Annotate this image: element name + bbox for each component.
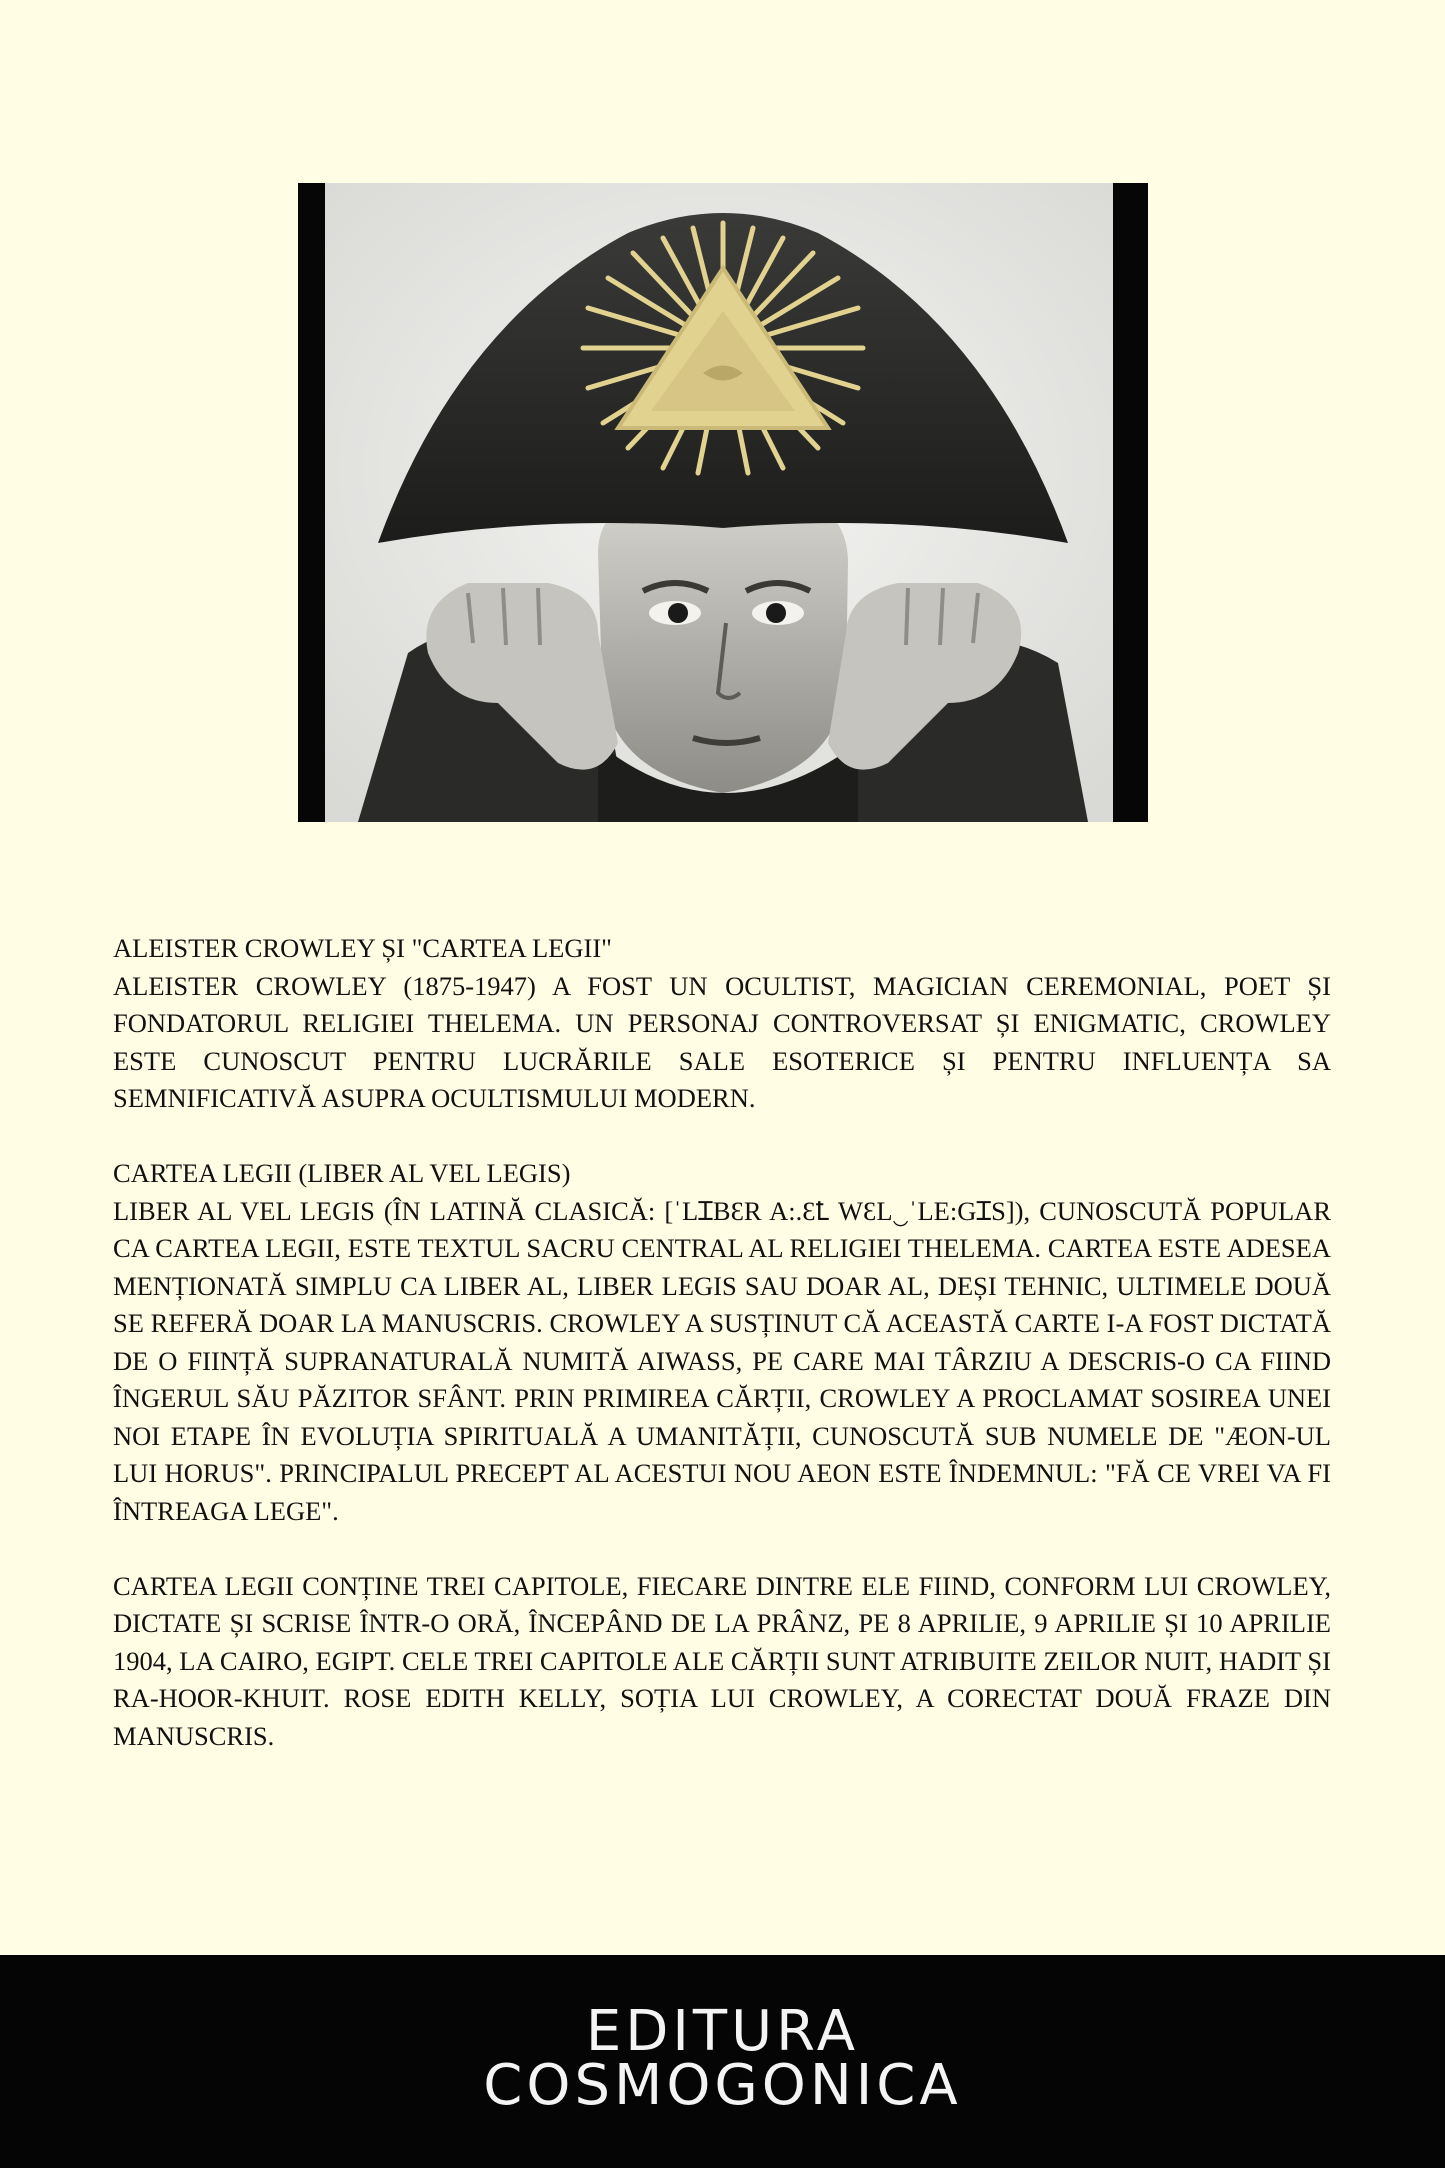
- section-heading: CARTEA LEGII (LIBER AL VEL LEGIS): [113, 1158, 571, 1188]
- section-crowley: [113, 930, 1331, 1118]
- section-chapters: [113, 1568, 1331, 1756]
- section-body: CARTEA LEGII CONȚINE TREI CAPITOLE, FIECARE DINTRE ELE FIIND, CONFORM LUI CROWLEY, DICTATE ȘI SCRISE ÎNTR-O ORĂ, ÎNCEPÂND DE LA PRÂNZ, PE 8 APRILIE, 9 APRILIE ȘI 10 APRILIE 1904, LA CAIRO, EGIPT. CELE TREI CAPITOLE ALE CĂRȚII SUNT ATRIBUITE ZEILOR NUIT, HADIT ȘI RA-HOOR-KHUIT. ROSE EDITH KELLY, SOȚIA LUI CROWLEY, A CORECTAT DOUĂ FRAZE DIN MANUSCRIS.: [113, 1570, 1331, 1751]
- author-photo: [298, 183, 1148, 822]
- section-body: LIBER AL VEL LEGIS (ÎN LATINĂ CLASICĂ: [ˈLꞮBƐR A:.ƐꝈ WƐL‿ˈLE:GꞮS]), CUNOSCUTĂ POPULAR CA CARTEA LEGII, ESTE TEXTUL SACRU CENTRAL AL RELIGIEI THELEMA. CARTEA ESTE ADESEA MENȚIONATĂ SIMPLU CA LIBER AL, LIBER LEGIS SAU DOAR AL, DEȘI TEHNIC, ULTIMELE DOUĂ SE REFERĂ DOAR LA MANUSCRIS. CROWLEY A SUSȚINUT CĂ ACEASTĂ CARTE I-A FOST DICTATĂ DE O FIINȚĂ SUPRANATURALĂ NUMITĂ AIWASS, PE CARE MAI TÂRZIU A DESCRIS-O CA FIIND ÎNGERUL SĂU PĂZITOR SFÂNT. PRIN PRIMIREA CĂRȚII, CROWLEY A PROCLAMAT SOSIREA UNEI NOI ETAPE ÎN EVOLUȚIA SPIRITUALĂ A UMANITĂȚII, CUNOSCUTĂ SUB NUMELE DE "ÆON-UL LUI HORUS". PRINCIPALUL PRECEPT AL ACESTUI NOU AEON ESTE ÎNDEMNUL: "FĂ CE VREI VA FI ÎNTREAGA LEGE".: [113, 1195, 1331, 1526]
- section-body: ALEISTER CROWLEY (1875-1947) A FOST UN OCULTIST, MAGICIAN CEREMONIAL, POET ȘI FONDATORUL RELIGIEI THELEMA. UN PERSONAJ CONTROVERSAT ȘI ENIGMATIC, CROWLEY ESTE CUNOSCUT PENTRU LUCRĂRILE SALE ESOTERICE ȘI PENTRU INFLUENȚA SA SEMNIFICATIVĂ ASUPRA OCULTISMULUI MODERN.: [113, 970, 1331, 1113]
- section-heading: ALEISTER CROWLEY ȘI "CARTEA LEGII": [113, 933, 612, 963]
- back-cover-text: [113, 930, 1331, 1793]
- publisher-name-line2: COSMOGONICA: [483, 2053, 962, 2118]
- publisher-name-line1: EDITURA: [585, 1999, 860, 2064]
- section-cartea-legii: [113, 1155, 1331, 1530]
- portrait-photo-icon: [298, 183, 1148, 822]
- publisher-footer: [0, 1955, 1445, 2168]
